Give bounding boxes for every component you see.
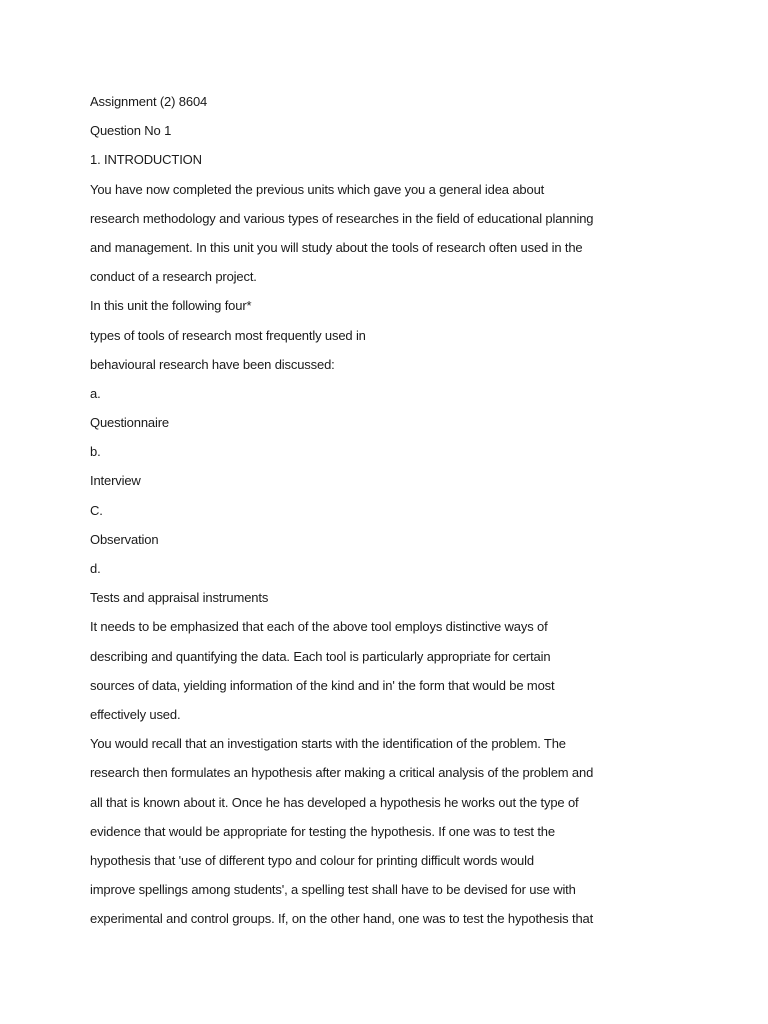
list-item: Tests and appraisal instruments — [90, 590, 269, 606]
list-marker: d. — [90, 561, 101, 576]
list-marker: a. — [90, 385, 101, 401]
list-marker: C. — [90, 502, 103, 518]
list-item: Questionnaire — [90, 415, 169, 431]
document-body — [90, 92, 690, 938]
text-line: research then formulates an hypothesis after making a critical analysis of the problem and — [90, 765, 594, 781]
text-line: types of tools of research most frequently used in — [90, 327, 366, 343]
text-line: improve spellings among students', a spelling test shall have to be devised for use with — [90, 882, 576, 898]
list-item: Interview — [90, 473, 141, 489]
text-line: In this unit the following four* — [90, 298, 252, 314]
text-line: conduct of a research project. — [90, 269, 257, 285]
text-line: evidence that would be appropriate for testing the hypothesis. If one was to test the — [90, 823, 555, 839]
text-line: You would recall that an investigation starts with the identification of the problem. The — [90, 736, 566, 752]
text-line: describing and quantifying the data. Each tool is particularly appropriate for certain — [90, 648, 551, 664]
text-line: It needs to be emphasized that each of the above tool employs distinctive ways of — [90, 619, 548, 635]
text-line: effectively used. — [90, 706, 181, 722]
question-heading: Question No 1 — [90, 123, 172, 139]
text-line: hypothesis that 'use of different typo and colour for printing difficult words would — [90, 852, 534, 868]
text-line: research methodology and various types of researches in the field of educational planning — [90, 210, 594, 226]
text-line: sources of data, yielding information of the kind and in' the form that would be most — [90, 677, 555, 693]
text-line: all that is known about it. Once he has developed a hypothesis he works out the type of — [90, 794, 579, 810]
list-item: Observation — [90, 531, 159, 547]
document-title: Assignment (2) 8604 — [90, 94, 208, 109]
text-line: and management. In this unit you will study about the tools of research often used in the — [90, 239, 583, 255]
list-marker: b. — [90, 444, 101, 460]
text-line: experimental and control groups. If, on the other hand, one was to test the hypothesis that — [90, 911, 594, 927]
text-line: behavioural research have been discussed: — [90, 356, 335, 372]
text-line: You have now completed the previous units which gave you a general idea about — [90, 181, 545, 197]
section-heading: 1. INTRODUCTION — [90, 152, 202, 168]
